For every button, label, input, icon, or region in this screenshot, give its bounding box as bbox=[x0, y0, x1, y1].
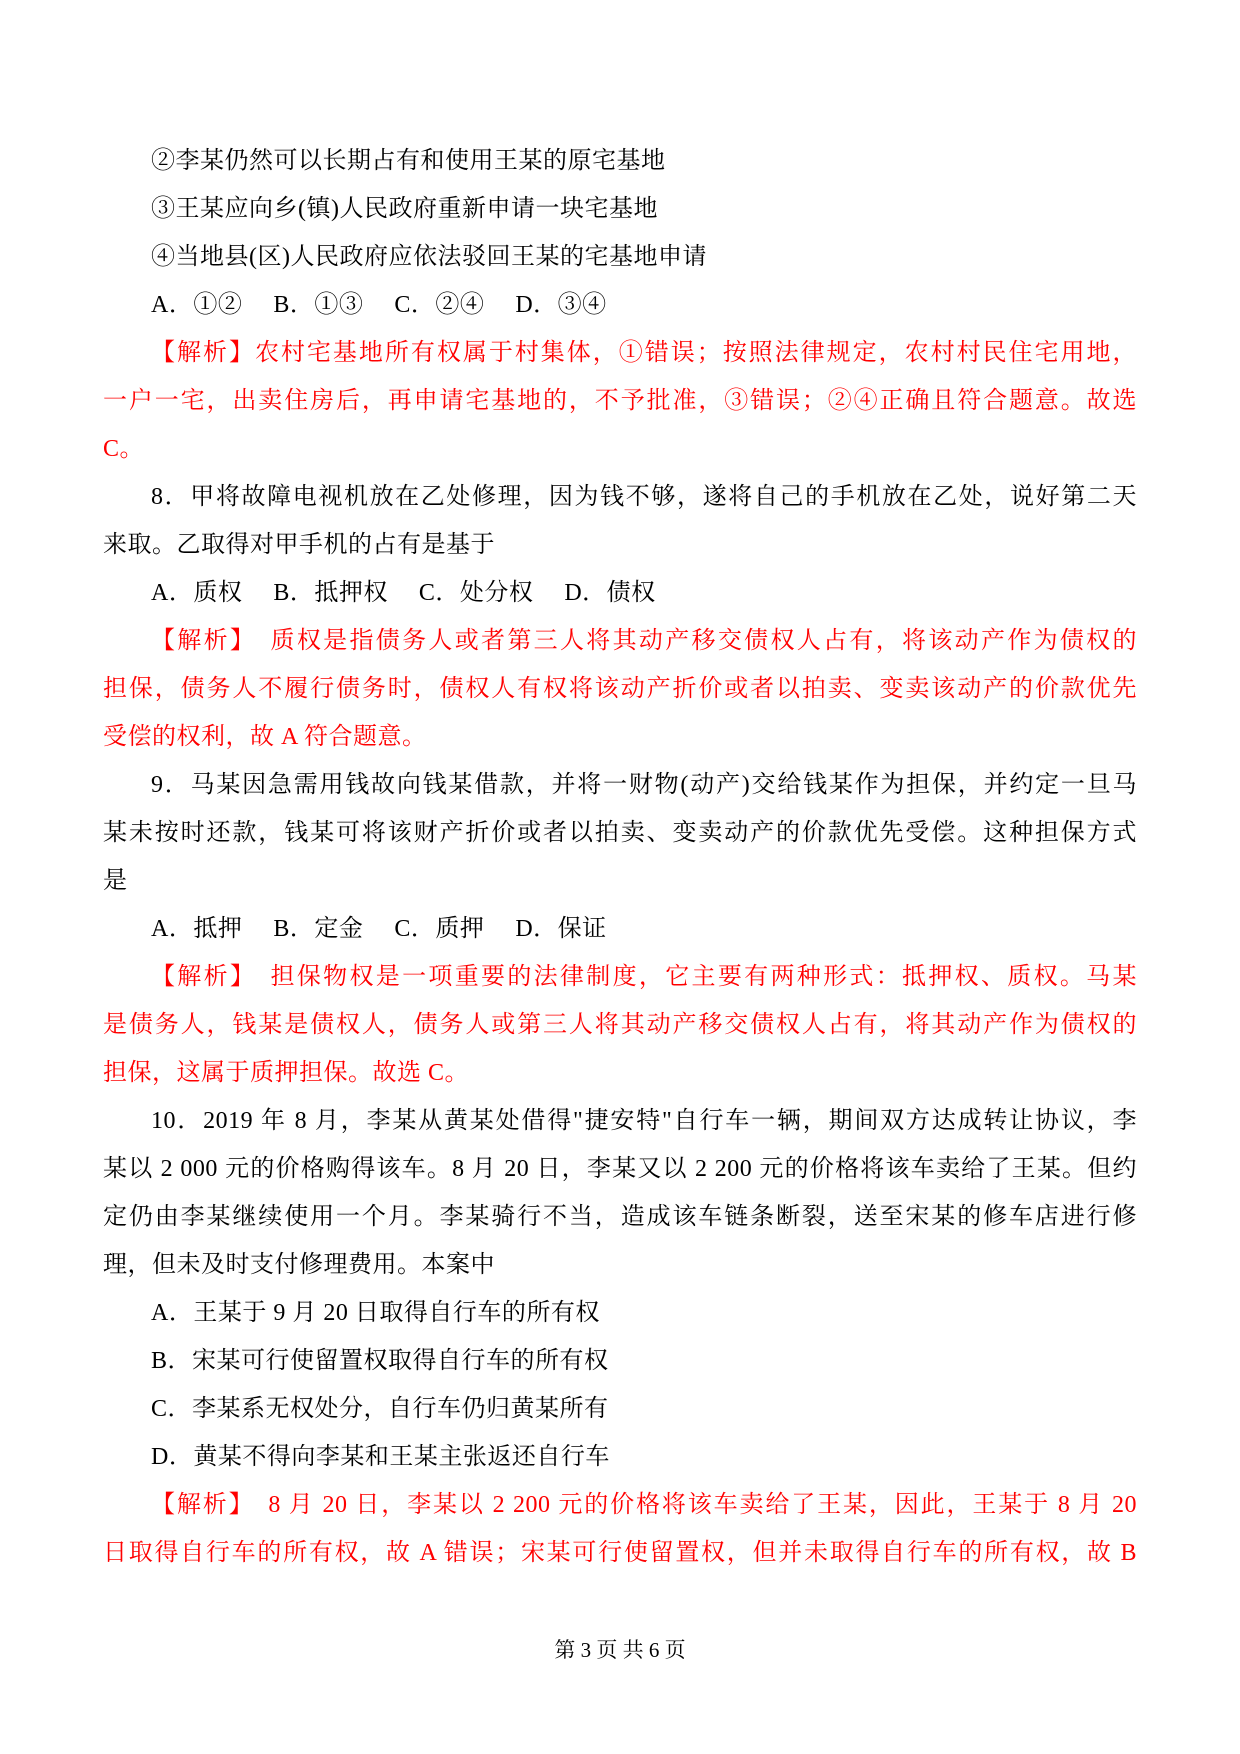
document-line: A．王某于 9 月 20 日取得自行车的所有权 bbox=[151, 1300, 600, 1326]
document-content bbox=[103, 137, 1137, 1577]
document-line: 受偿的权利，故 A 符合题意。 bbox=[103, 724, 427, 750]
document-line: 【解析】 担保物权是一项重要的法律制度，它主要有两种形式：抵押权、质权。马某 bbox=[151, 964, 1137, 990]
document-line: 9．马某因急需用钱故向钱某借款，并将一财物(动产)交给钱某作为担保，并约定一旦马 bbox=[151, 772, 1137, 798]
document-line: 10．2019 年 8 月，李某从黄某处借得"捷安特"自行车一辆，期间双方达成转让协议，李 bbox=[151, 1108, 1137, 1134]
document-line: ④当地县(区)人民政府应依法驳回王某的宅基地申请 bbox=[151, 244, 707, 270]
document-line: 是债务人，钱某是债权人，债务人或第三人将其动产移交债权人占有，将其动产作为债权的 bbox=[103, 1012, 1137, 1038]
document-line: 某以 2 000 元的价格购得该车。8 月 20 日，李某又以 2 200 元的价格将该车卖给了王某。但约 bbox=[103, 1156, 1137, 1182]
document-line: A．质权 B．抵押权 C．处分权 D．债权 bbox=[151, 580, 656, 606]
document-line: 来取。乙取得对甲手机的占有是基于 bbox=[103, 532, 495, 558]
document-line: C。 bbox=[103, 436, 145, 462]
document-line: 某未按时还款，钱某可将该财产折价或者以拍卖、变卖动产的价款优先受偿。这种担保方式 bbox=[103, 820, 1137, 846]
document-line: ③王某应向乡(镇)人民政府重新申请一块宅基地 bbox=[151, 196, 658, 222]
document-line: ②李某仍然可以长期占有和使用王某的原宅基地 bbox=[151, 148, 666, 174]
page-footer: 第 3 页 共 6 页 bbox=[554, 1638, 686, 1662]
document-line: 【解析】 8 月 20 日，李某以 2 200 元的价格将该车卖给了王某，因此，王某于 8 月 20 bbox=[151, 1492, 1137, 1518]
document-line: 8．甲将故障电视机放在乙处修理，因为钱不够，遂将自己的手机放在乙处，说好第二天 bbox=[151, 484, 1137, 510]
document-line: 担保，债务人不履行债务时，债权人有权将该动产折价或者以拍卖、变卖该动产的价款优先 bbox=[103, 676, 1137, 702]
document-line: 担保，这属于质押担保。故选 C。 bbox=[103, 1060, 470, 1086]
document-line: 理，但未及时支付修理费用。本案中 bbox=[103, 1252, 495, 1278]
document-line: 定仍由李某继续使用一个月。李某骑行不当，造成该车链条断裂，送至宋某的修车店进行修 bbox=[103, 1204, 1137, 1230]
document-line: 【解析】农村宅基地所有权属于村集体，①错误；按照法律规定，农村村民住宅用地， bbox=[151, 340, 1137, 366]
document-line: D．黄某不得向李某和王某主张返还自行车 bbox=[151, 1444, 610, 1470]
document-line: 【解析】 质权是指债务人或者第三人将其动产移交债权人占有，将该动产作为债权的 bbox=[151, 628, 1137, 654]
document-line: A．①② B．①③ C．②④ D．③④ bbox=[151, 292, 607, 318]
document-line: 一户一宅，出卖住房后，再申请宅基地的，不予批准，③错误；②④正确且符合题意。故选 bbox=[103, 388, 1137, 414]
document-line: B．宋某可行使留置权取得自行车的所有权 bbox=[151, 1348, 609, 1374]
document-line: C．李某系无权处分，自行车仍归黄某所有 bbox=[151, 1396, 609, 1422]
document-line: 是 bbox=[103, 868, 128, 894]
document-line: A．抵押 B．定金 C．质押 D．保证 bbox=[151, 916, 607, 942]
document-line: 日取得自行车的所有权，故 A 错误；宋某可行使留置权，但并未取得自行车的所有权，故 B bbox=[103, 1540, 1137, 1566]
